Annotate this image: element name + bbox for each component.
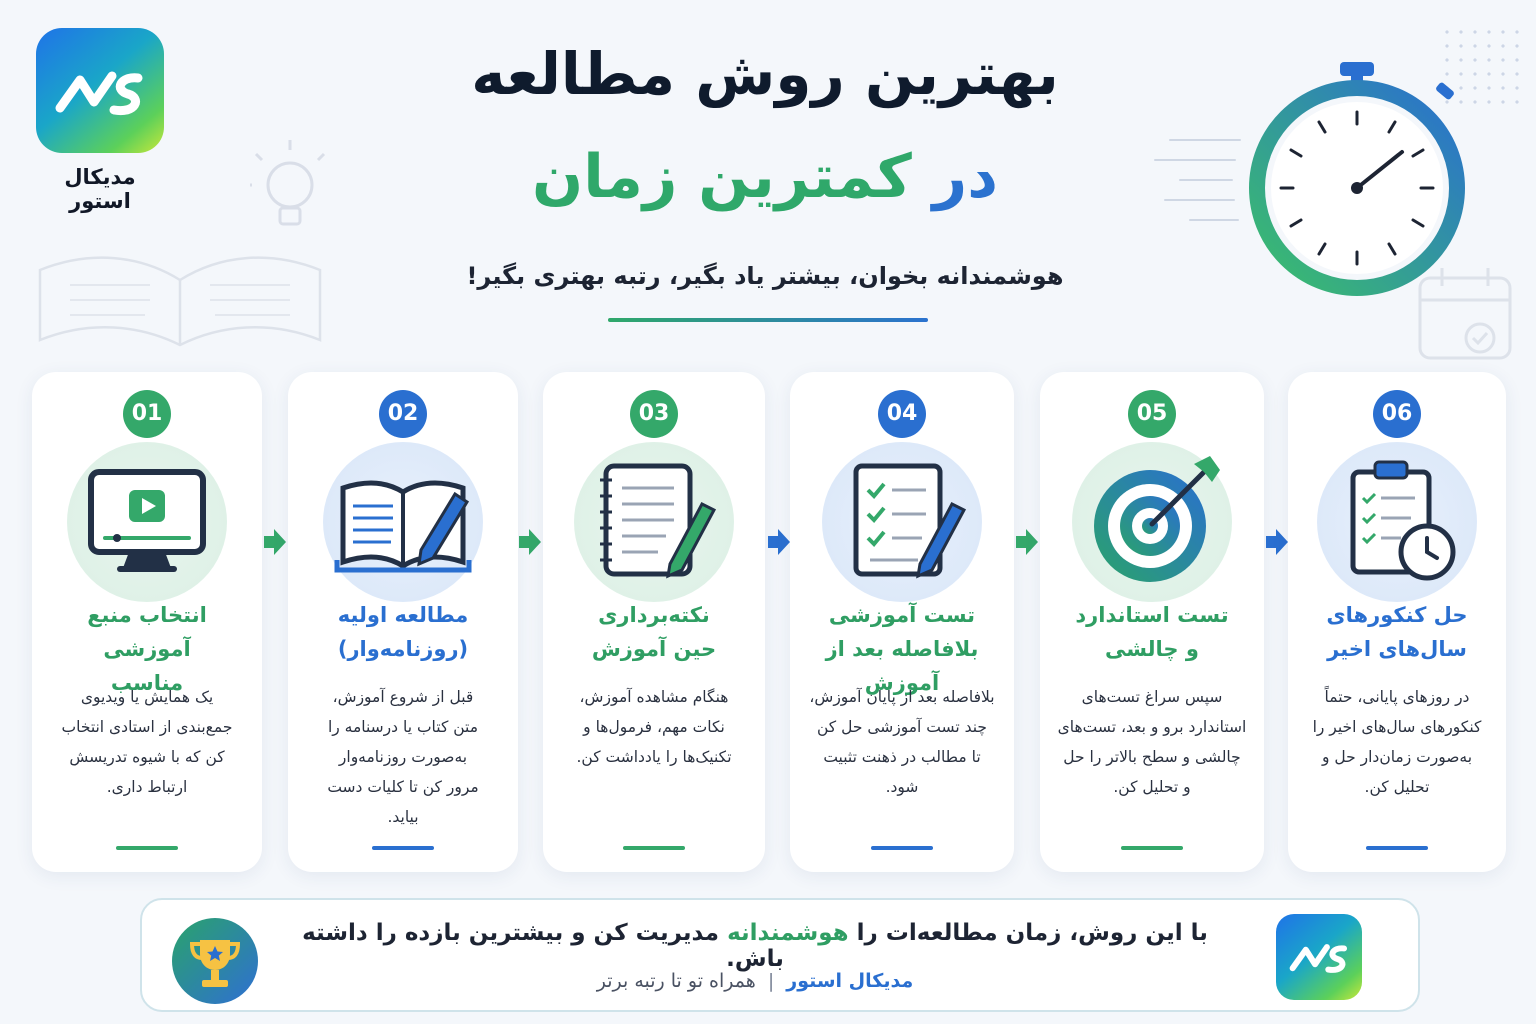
footer-message-end: مدیریت کن و بیشترین بازده را داشته باش. [302, 920, 784, 972]
step-underline [871, 846, 933, 850]
checklist-pen-icon [822, 442, 982, 602]
footer-signature [292, 970, 1218, 992]
step-description-line: یک همایش یا ویدیوی [80, 688, 214, 706]
page-title: بهترین روش مطالعه [471, 40, 1059, 108]
step-description-line: کنکورهای سال‌های اخیر را [1312, 718, 1482, 736]
step-underline [1366, 846, 1428, 850]
step-title-line: مناسب [110, 671, 184, 695]
step-description-line: چند تست آموزشی حل کن [817, 718, 987, 736]
step-card-03 [543, 372, 765, 872]
target-arrow-icon [1072, 442, 1232, 602]
footer-brand: مدیکال استور [786, 970, 914, 992]
footer-logo-icon [1276, 914, 1362, 1000]
footer-separator: | [767, 970, 775, 992]
step-title-line: تست آموزشی [828, 603, 976, 627]
step-title-line: و چالشی [1105, 637, 1199, 661]
step-title [1296, 598, 1498, 666]
page-subtitle: هوشمندانه بخوان، بیشتر یاد بگیر، رتبه بهتری بگیر! [466, 262, 1064, 290]
step-title-line: (روزنامه‌وار) [337, 637, 469, 661]
step-description [802, 682, 1002, 802]
step-description-line: متن کتاب یا درسنامه را [327, 718, 479, 736]
video-monitor-icon [67, 442, 227, 602]
step-icon-circle [1317, 442, 1477, 602]
step-icon-circle [323, 442, 483, 602]
title-word-dar: در [932, 142, 998, 212]
step-title-line: حل کنکورهای [1326, 603, 1468, 627]
step-title-line: سال‌های اخیر [1327, 637, 1467, 661]
step-number-badge: 01 [123, 390, 171, 438]
step-number-badge: 02 [379, 390, 427, 438]
subtitle-underline [608, 318, 928, 322]
step-card-06 [1288, 372, 1506, 872]
step-description-line: استاندارد برو و بعد، تست‌های [1057, 718, 1247, 736]
step-description-line: چالشی و سطح بالاتر را حل [1063, 748, 1241, 766]
open-book-pen-icon [323, 442, 483, 602]
step-description-line: جمع‌بندی از استادی انتخاب [61, 718, 233, 736]
open-book-sketch-icon [30, 240, 330, 350]
step-number-badge: 05 [1128, 390, 1176, 438]
step-icon-circle [574, 442, 734, 602]
step-description-line: تا مطالب در ذهنت تثبیت [823, 748, 981, 766]
step-description-line: تکنیک‌ها را یادداشت کن. [576, 748, 732, 766]
notebook-pen-icon [574, 442, 734, 602]
step-card-01 [32, 372, 262, 872]
arrow-right-icon [517, 527, 543, 557]
stopwatch-icon [1150, 60, 1470, 300]
page-title-line2 [350, 142, 1180, 212]
step-card-02 [288, 372, 518, 872]
step-description-line: قبل از شروع آموزش، [332, 688, 474, 706]
footer-message [292, 920, 1218, 972]
step-description [300, 682, 506, 832]
step-description [555, 682, 753, 772]
arrow-right-icon [766, 527, 792, 557]
step-description [44, 682, 250, 802]
clipboard-clock-icon [1317, 442, 1477, 602]
step-title-line: حین آموزش [591, 637, 717, 661]
lightbulb-icon [250, 140, 330, 250]
step-description-line: تحلیل کن. [1364, 778, 1430, 796]
footer-message-start: با این روش، زمان مطالعه‌ات را [856, 920, 1208, 946]
footer-message-highlight: هوشمندانه [727, 920, 849, 946]
step-title-line: نکته‌برداری [598, 603, 710, 627]
arrow-right-icon [262, 527, 288, 557]
step-title [296, 598, 510, 666]
step-title-line: بلافاصله بعد از آموزش [825, 637, 979, 695]
step-description-line: ارتباط داری. [106, 778, 188, 796]
step-description-line: هنگام مشاهده آموزش، [579, 688, 729, 706]
footer-tagline: همراه تو تا رتبه برتر [596, 970, 756, 992]
step-title-line: انتخاب منبع آموزشی [87, 603, 207, 661]
step-title [551, 598, 757, 666]
step-icon-circle [67, 442, 227, 602]
step-description [1300, 682, 1494, 802]
step-card-05 [1040, 372, 1264, 872]
brand-name: مدیکال استور [64, 165, 136, 213]
trophy-icon [172, 918, 258, 1004]
step-title-line: تست استاندارد [1075, 603, 1229, 627]
step-description-line: به‌صورت روزنامه‌وار [338, 748, 468, 766]
step-underline [116, 846, 178, 850]
step-description-line: بیاید. [387, 808, 419, 826]
step-underline [372, 846, 434, 850]
step-description-line: در روزهای پایانی، حتماً [1324, 688, 1470, 706]
step-number-badge: 03 [630, 390, 678, 438]
step-description-line: به‌صورت زمان‌دار حل و [1321, 748, 1473, 766]
step-description-line: نکات مهم، فرمول‌ها و [583, 718, 725, 736]
step-number-badge: 04 [878, 390, 926, 438]
step-description-line: و تحلیل کن. [1113, 778, 1191, 796]
step-card-04 [790, 372, 1014, 872]
arrow-right-icon [1014, 527, 1040, 557]
step-underline [623, 846, 685, 850]
step-description-line: بلافاصله بعد از پایان آموزش، [809, 688, 995, 706]
footer-banner [140, 898, 1420, 1012]
step-underline [1121, 846, 1183, 850]
arrow-right-icon [1264, 527, 1290, 557]
step-description-line: شود. [885, 778, 919, 796]
step-title-line: مطالعه اولیه [337, 603, 469, 627]
brand-logo-block [30, 28, 170, 213]
step-icon-circle [822, 442, 982, 602]
step-number-badge: 06 [1373, 390, 1421, 438]
step-description-line: سپس سراغ تست‌های [1081, 688, 1223, 706]
step-description-line: مرور کن تا کلیات دست [327, 778, 479, 796]
title-word-kamtarin-zaman: کمترین زمان [531, 142, 912, 212]
step-title [1048, 598, 1256, 666]
brand-logo-icon [36, 28, 164, 153]
step-icon-circle [1072, 442, 1232, 602]
step-description [1052, 682, 1252, 802]
step-description-line: کن که با شیوه تدریسش [69, 748, 225, 766]
